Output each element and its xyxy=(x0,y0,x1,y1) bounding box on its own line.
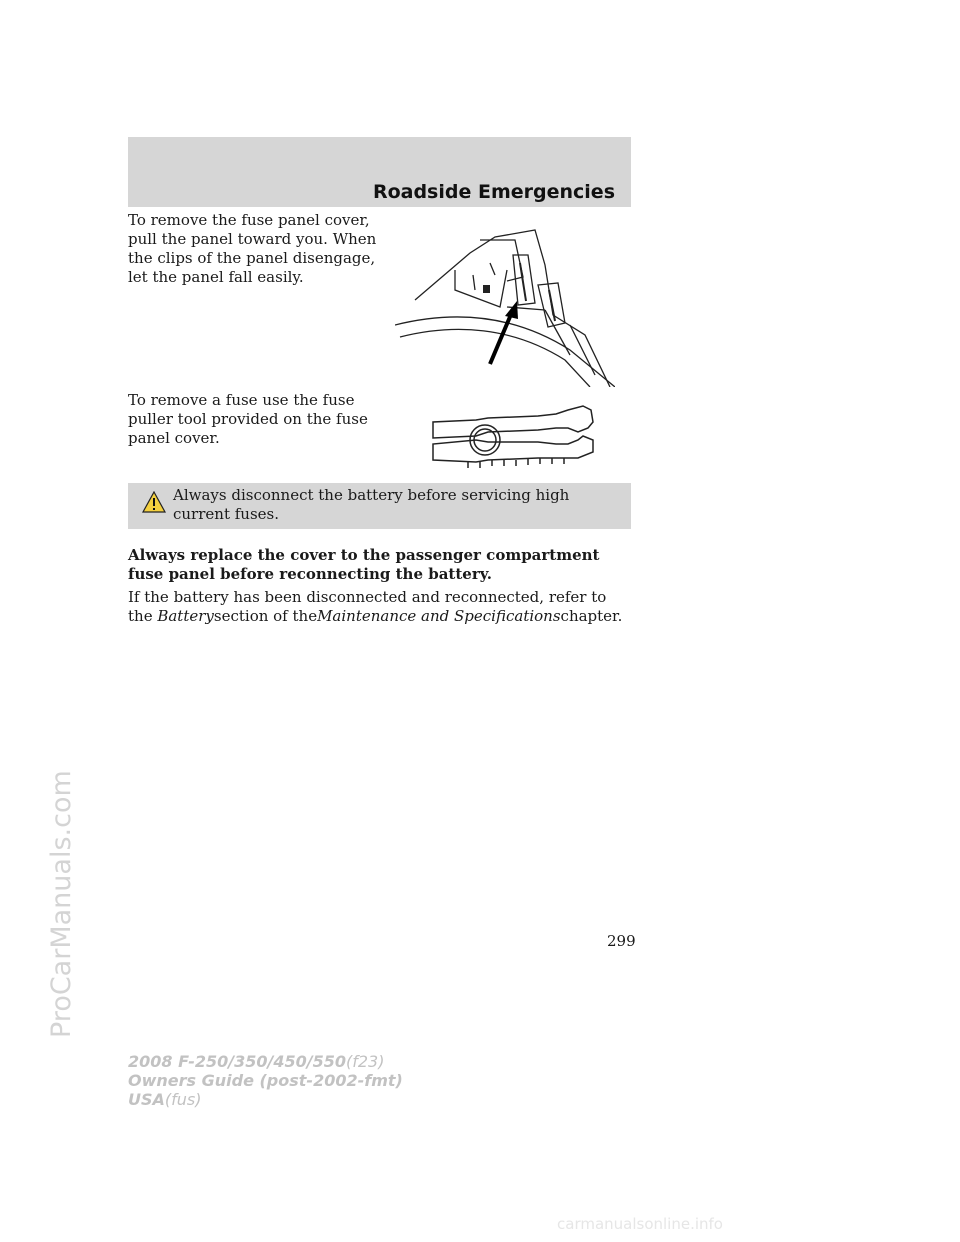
side-watermark-text: ProCarManuals.com xyxy=(46,770,77,1038)
fuse-puller-tool-illustration xyxy=(428,400,600,472)
footer-line-2: Owners Guide (post-2002-fmt) xyxy=(128,1071,403,1090)
section-title: Roadside Emergencies xyxy=(372,181,615,203)
footer-line-3 xyxy=(128,1090,403,1109)
fuse-panel-illustration xyxy=(395,215,615,387)
footer-model-code: (f23) xyxy=(346,1052,385,1071)
warning-text: Always disconnect the battery before servicing high current fuses. xyxy=(173,486,570,523)
document-footer xyxy=(128,1052,403,1109)
header-band xyxy=(128,137,631,207)
footer-model: 2008 F-250/350/450/550 xyxy=(128,1052,346,1071)
paragraph-battery-reference xyxy=(128,588,631,626)
side-watermark xyxy=(0,0,77,1242)
bottom-watermark: carmanualsonline.info xyxy=(557,1215,723,1233)
battery-ref-prefix: If the battery has been disconnected and reconnected, refer to the xyxy=(128,588,607,625)
page-number: 299 xyxy=(607,932,636,950)
paragraph-remove-fuse: To remove a fuse use the fuse puller tool provided on the fuse panel cover. xyxy=(128,391,368,447)
paragraph-replace-cover: Always replace the cover to the passenger compartment fuse panel before reconnecting the battery. xyxy=(128,546,600,583)
footer-market: USA xyxy=(128,1090,165,1109)
warning-box xyxy=(128,483,631,529)
footer-market-code: (fus) xyxy=(164,1090,202,1109)
maintenance-chapter-link: Maintenance and Specifications xyxy=(317,607,561,625)
paragraph-remove-cover: To remove the fuse panel cover, pull the panel toward you. When the clips of the panel disengage, let the panel fall easily. xyxy=(128,211,377,286)
warning-triangle-icon xyxy=(142,491,166,513)
footer-line-1 xyxy=(128,1052,403,1071)
battery-ref-suffix: chapter. xyxy=(560,607,623,625)
battery-section-link: Battery xyxy=(157,607,214,625)
battery-ref-mid: section of the xyxy=(213,607,318,625)
